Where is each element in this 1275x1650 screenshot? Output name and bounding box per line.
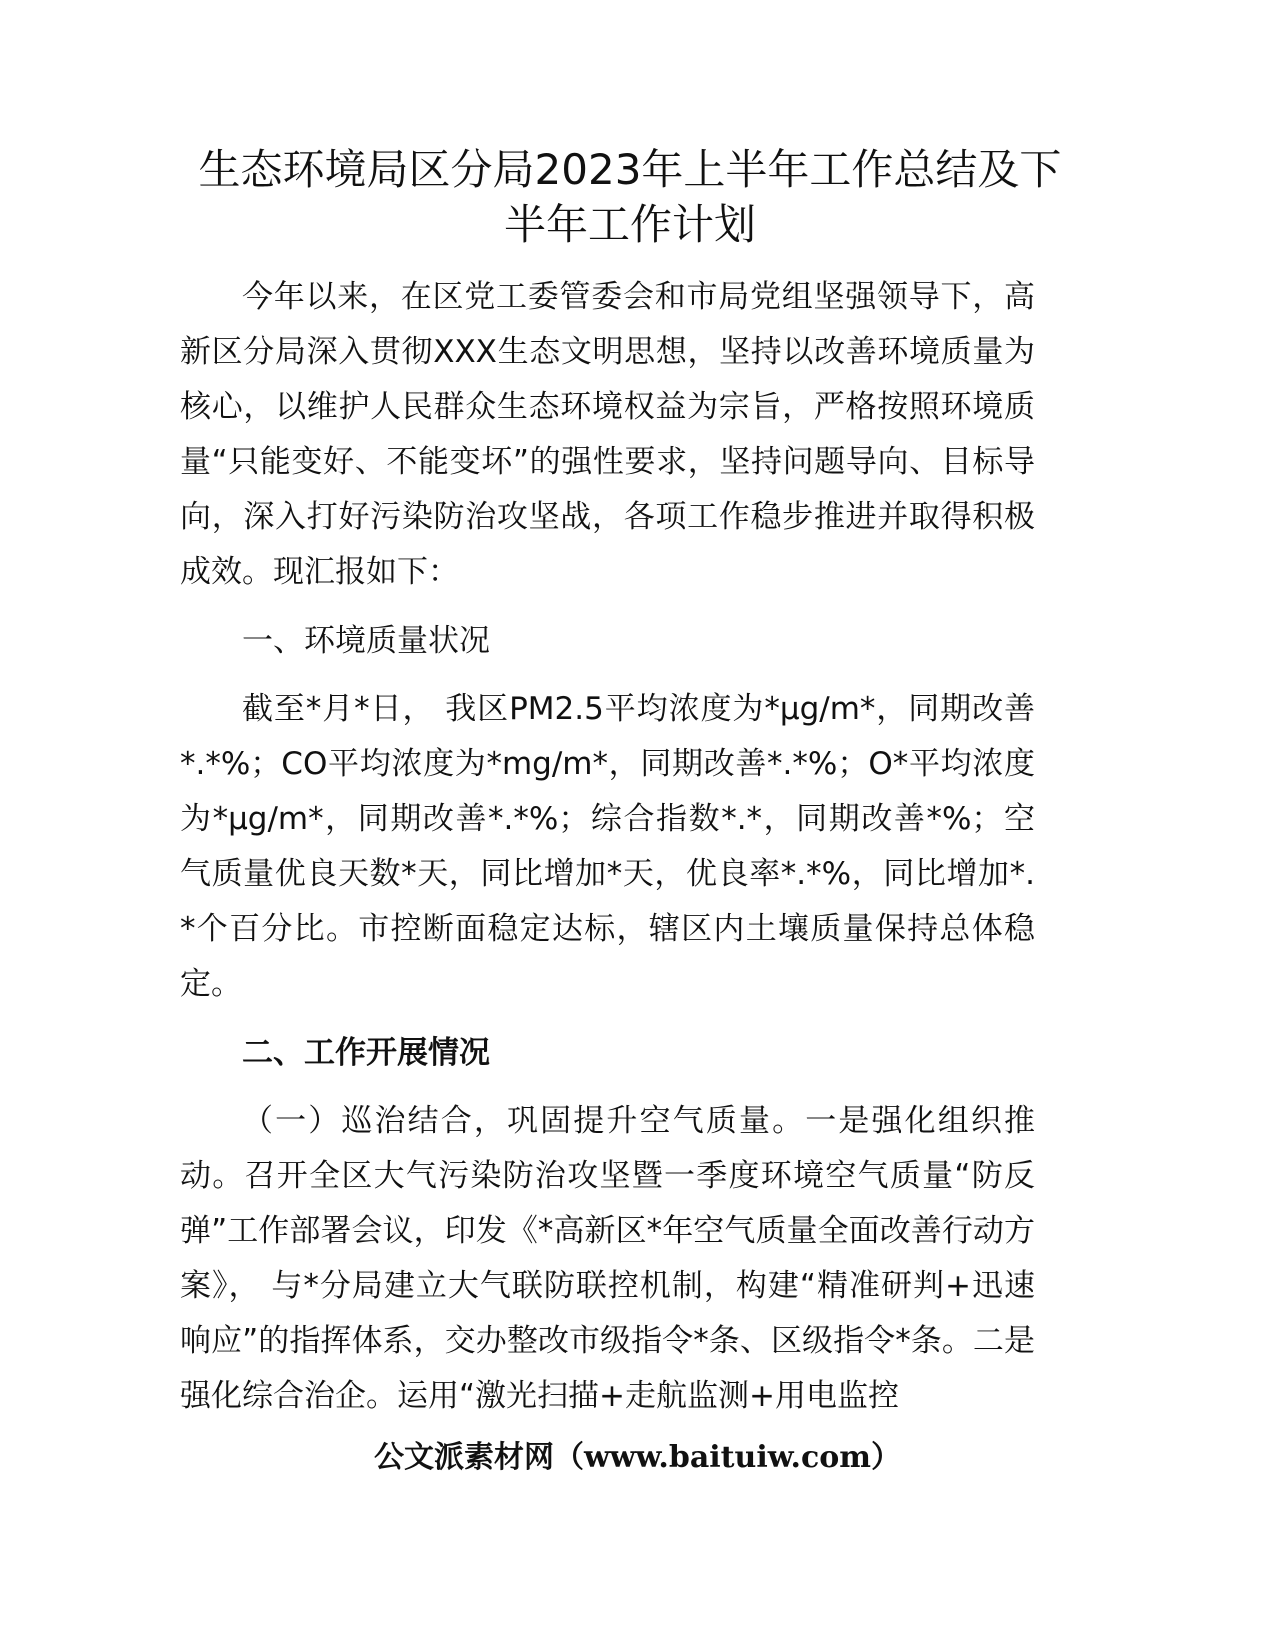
section-2-heading: 二、工作开展情况 (242, 1035, 490, 1071)
section-2-paragraph: （一）巡治结合，巩固提升空气质量。一是强化组织推动。召开全区大气污染防治攻坚暨一季度环境空气质量“防反弹”工作部署会议，印发《*高新区*年空气质量全面改善行动方案》， 与*分局建立大气联防联控机制，构建“精准研判+迅速响应”的指挥体系，交办整改市级指令*条、区级指令*条。二是强化综合治企。运用“激光扫描+走航监测+用电监控 (180, 1103, 1035, 1414)
section-1-paragraph: 截至*月*日， 我区PM2.5平均浓度为*μg/m*，同期改善*.*%；CO平均浓度为*mg/m*，同期改善*.*%；O*平均浓度为*μg/m*，同期改善*.*%；综合指数*.*，同期改善*%；空气质量优良天数*天，同比增加*天，优良率*.*%，同比增加*.*个百分比。市控断面稳定达标，辖区内土壤质量保持总体稳定。 (180, 691, 1035, 1002)
document-title (170, 142, 1090, 252)
footer-watermark: 公文派素材网（www.baituiw.com） (373, 1440, 902, 1475)
title-line-1: 生态环境局区分局2023年上半年工作总结及下 (198, 145, 1062, 194)
intro-paragraph: 今年以来，在区党工委管委会和市局党组坚强领导下，高新区分局深入贯彻XXX生态文明思想，坚持以改善环境质量为核心，以维护人民群众生态环境权益为宗旨，严格按照环境质量“只能变好、不能变坏”的强性要求，坚持问题导向、目标导向，深入打好污染防治攻坚战，各项工作稳步推进并取得积极成效。现汇报如下： (180, 279, 1035, 590)
title-line-2: 半年工作计划 (503, 200, 756, 249)
section-1-heading: 一、环境质量状况 (242, 623, 490, 659)
